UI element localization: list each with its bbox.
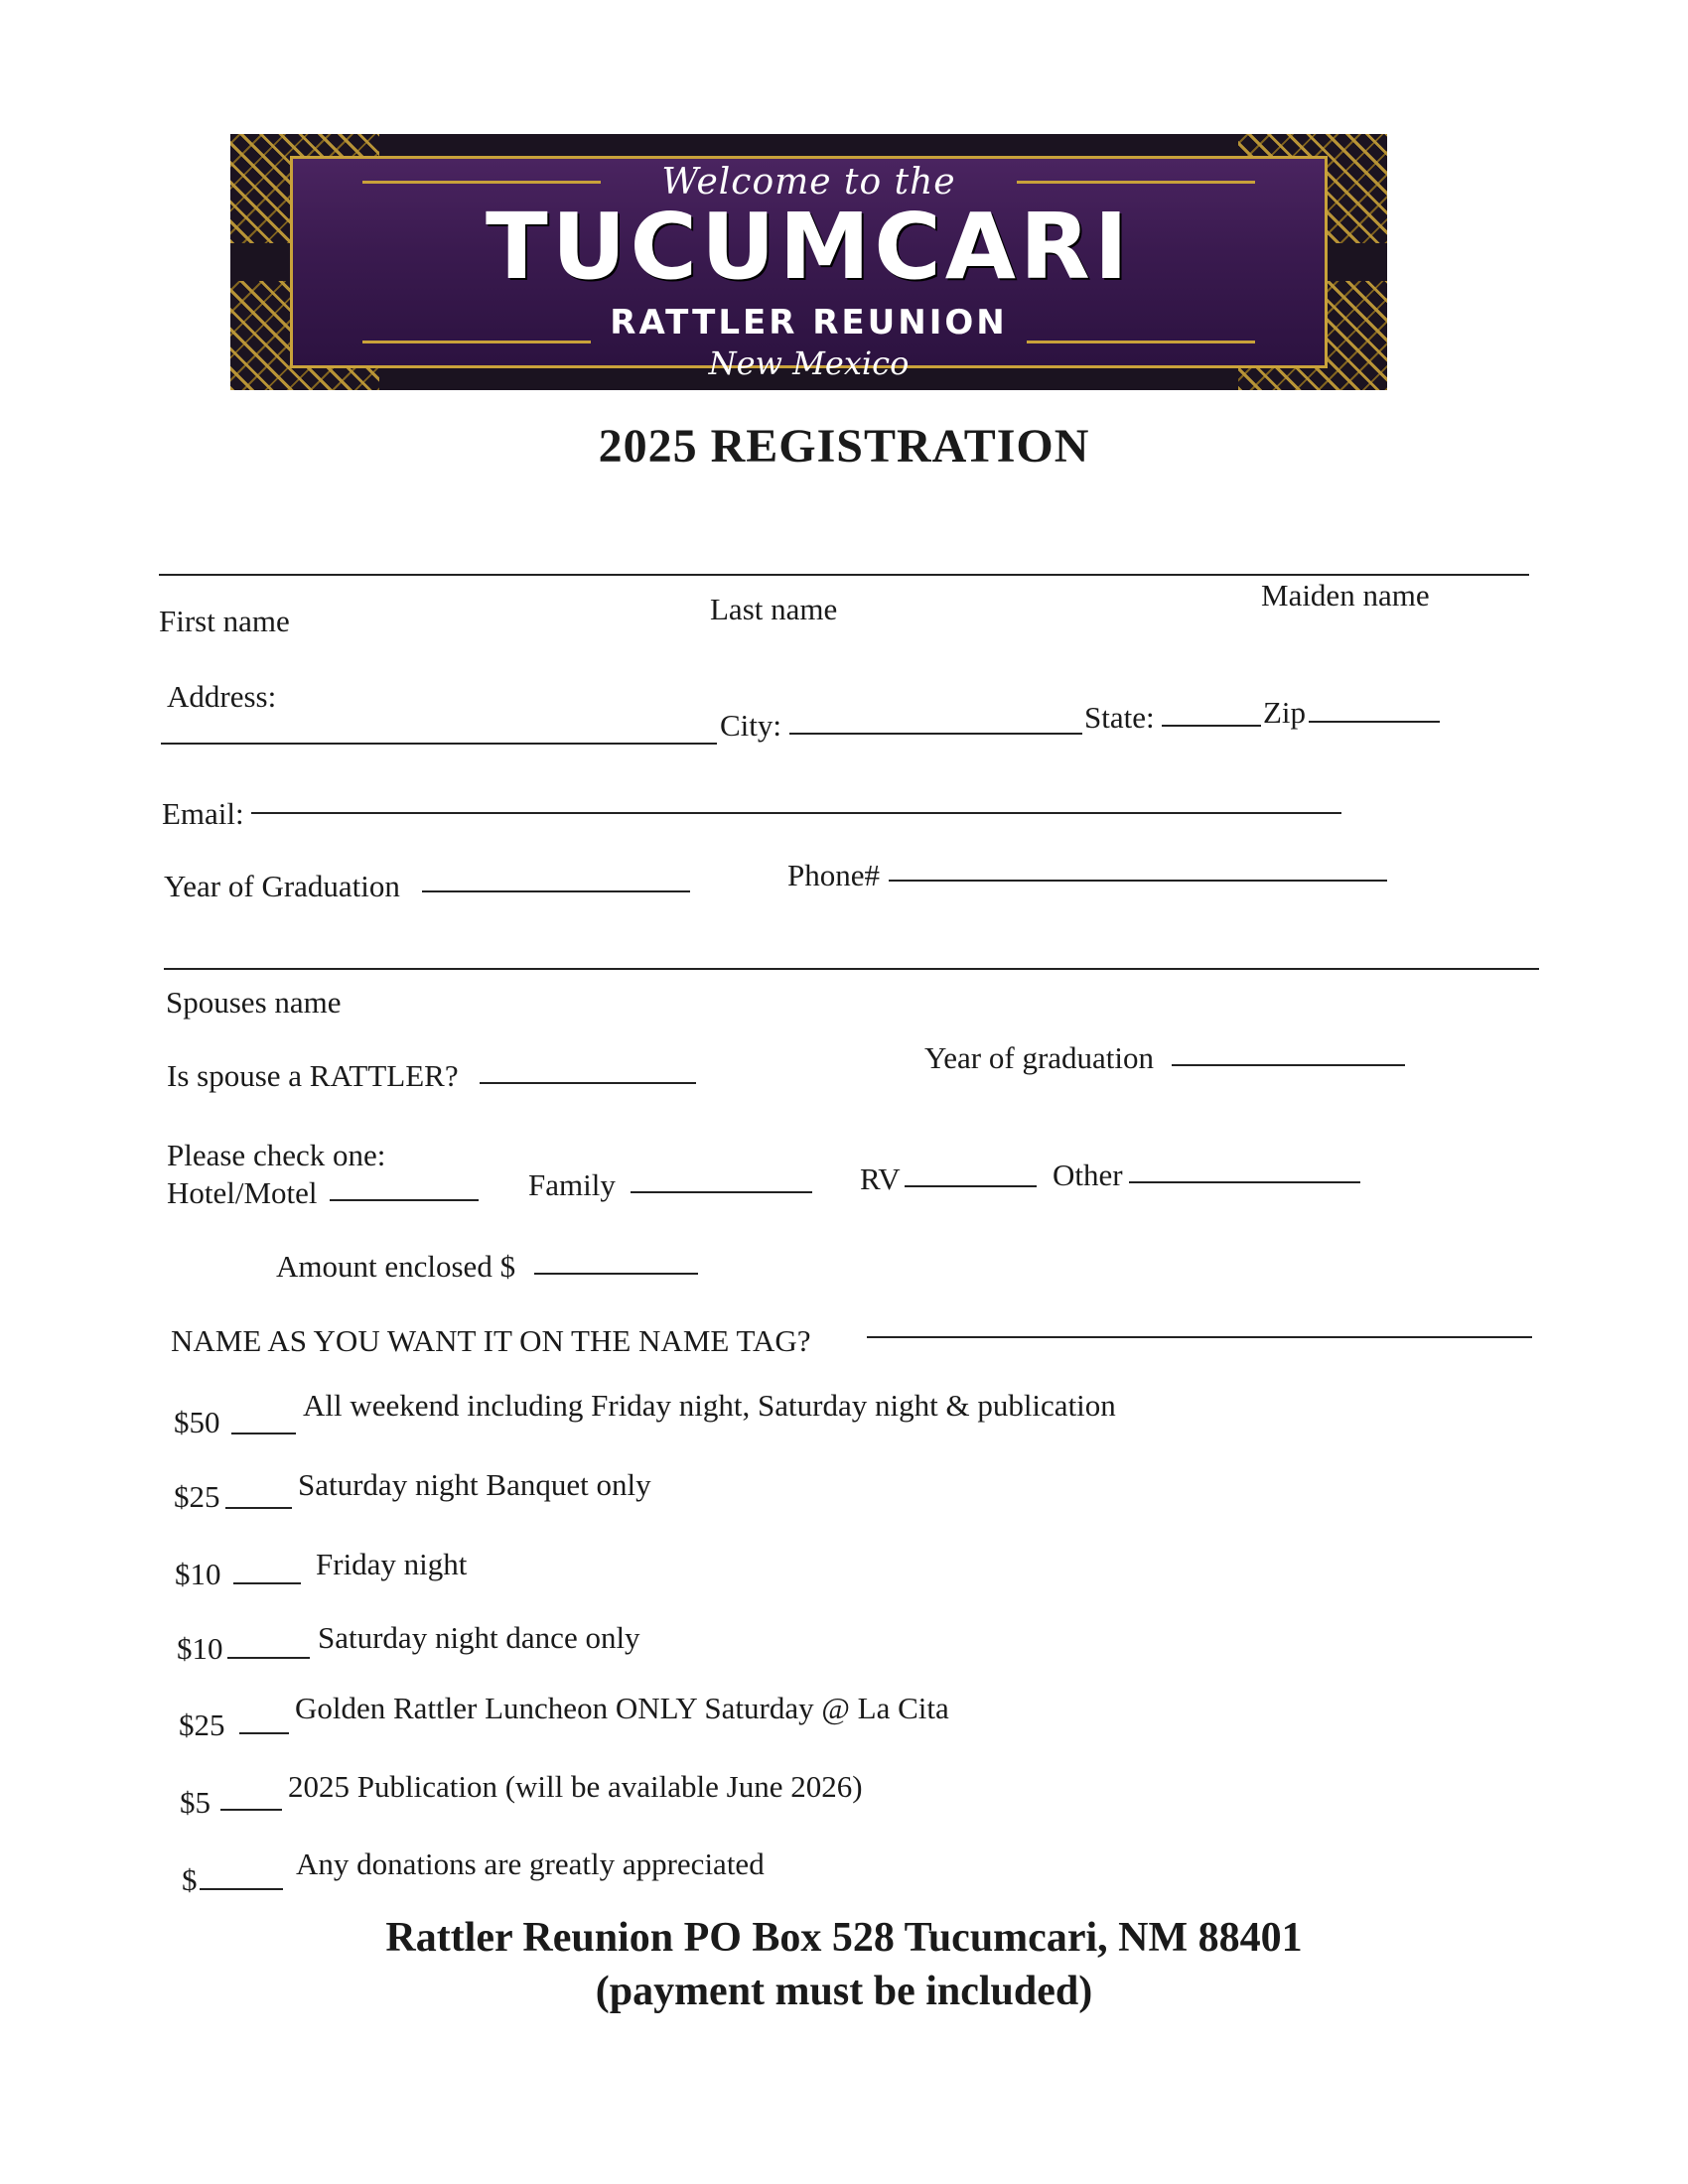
option-checkbox-line[interactable] [220,1809,282,1811]
banner-state: New Mexico [708,344,910,382]
state-label: State: [1084,700,1155,735]
banner-welcome: Welcome to the [661,162,956,203]
option-description: Saturday night dance only [318,1620,640,1655]
year-of-graduation-label: Year of Graduation [164,869,400,903]
name-tag-label: NAME AS YOU WANT IT ON THE NAME TAG? [171,1323,811,1358]
family-field[interactable] [631,1191,812,1193]
phone-field[interactable] [889,880,1387,882]
name-input-line[interactable] [159,574,1529,576]
option-description: Friday night [316,1547,468,1581]
phone-label: Phone# [787,858,880,892]
option-checkbox-line[interactable] [225,1507,292,1509]
mailing-address: Rattler Reunion PO Box 528 Tucumcari, NM 88401 [385,1915,1303,1961]
amount-enclosed-field[interactable] [534,1273,698,1275]
option-price: $10 [175,1557,221,1591]
spouse-year-field[interactable] [1172,1064,1405,1066]
state-field[interactable] [1162,725,1261,727]
option-description: Golden Rattler Luncheon ONLY Saturday @ La Cita [295,1691,949,1725]
banner-subtitle: RATTLER REUNION [610,303,1008,342]
option-price: $ [182,1862,198,1897]
spouses-name-label: Spouses name [166,985,342,1020]
other-field[interactable] [1129,1181,1360,1183]
first-name-label: First name [159,604,290,638]
option-description: All weekend including Friday night, Saturday night & publication [303,1388,1116,1423]
option-price: $25 [179,1707,225,1742]
email-field[interactable] [251,812,1341,814]
rv-field[interactable] [905,1185,1037,1187]
option-price: $10 [177,1631,223,1666]
address-label: Address: [167,679,277,714]
option-description: Saturday night Banquet only [298,1467,651,1502]
option-checkbox-line[interactable] [239,1732,289,1734]
option-price: $50 [174,1405,220,1439]
last-name-label: Last name [710,592,838,626]
name-tag-field[interactable] [867,1336,1532,1338]
check-one-label: Please check one: [167,1138,386,1172]
option-price: $5 [180,1785,211,1820]
maiden-name-label: Maiden name [1261,578,1430,613]
year-of-graduation-field[interactable] [422,890,690,892]
hotel-field[interactable] [330,1199,479,1201]
option-checkbox-line[interactable] [233,1582,301,1584]
spouse-rattler-field[interactable] [480,1082,696,1084]
spouse-name-line[interactable] [164,968,1539,970]
city-field[interactable] [789,733,1082,735]
rv-label: RV [860,1161,901,1196]
email-label: Email: [162,796,244,831]
option-checkbox-line[interactable] [200,1888,283,1890]
page-title: 2025 REGISTRATION [598,420,1090,473]
banner-title: TUCUMCARI [485,194,1133,300]
spouse-year-label: Year of graduation [924,1040,1155,1075]
address-field[interactable] [161,743,717,745]
amount-enclosed-label: Amount enclosed $ [276,1249,516,1284]
option-description: 2025 Publication (will be available June 2026) [288,1769,863,1804]
spouse-rattler-label: Is spouse a RATTLER? [167,1058,459,1093]
payment-note: (payment must be included) [595,1969,1093,2014]
zip-label: Zip [1263,695,1307,730]
option-description: Any donations are greatly appreciated [296,1846,765,1881]
family-label: Family [528,1167,616,1202]
zip-field[interactable] [1309,721,1440,723]
hotel-label: Hotel/Motel [167,1175,318,1210]
other-label: Other [1053,1158,1123,1192]
city-label: City: [720,708,782,743]
option-price: $25 [174,1479,220,1514]
option-checkbox-line[interactable] [227,1657,310,1659]
option-checkbox-line[interactable] [231,1433,296,1434]
welcome-banner [230,134,1387,390]
